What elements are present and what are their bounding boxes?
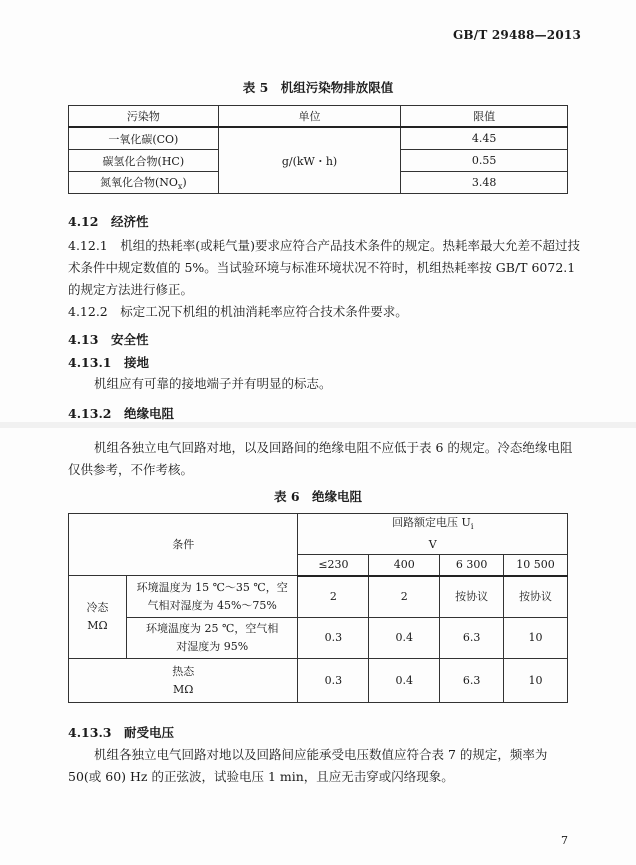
table6-insulation-resistance bbox=[68, 513, 568, 703]
table-row bbox=[69, 618, 568, 659]
section-4-12-1-text: 4.12.1 机组的热耗率(或耗气量)要求应符合产品技术条件的规定。热耗率最大允差不超过技术条件中规定数值的 5%。当试验环境与标准环境状况不符时，机组热耗率按 GB/T 6072.1 的规定方法进行修正。 bbox=[68, 238, 581, 297]
voltage-column: ≤230 bbox=[298, 555, 369, 576]
section-4-13-3-text: 机组各独立电气回路对地以及回路间应能承受电压数值应符合表 7 的规定，频率为 50(或 60) Hz 的正弦波，试验电压 1 min，且应无击穿或闪络现象。 bbox=[68, 747, 548, 784]
table-row bbox=[69, 127, 568, 150]
value-cell: 0.4 bbox=[369, 618, 440, 659]
value-cell: 2 bbox=[369, 576, 440, 618]
value-cell: 6.3 bbox=[440, 618, 504, 659]
table5-header-unit: 单位 bbox=[218, 106, 401, 128]
limit-cell: 3.48 bbox=[401, 172, 568, 194]
value-cell: 0.3 bbox=[298, 659, 369, 703]
value-cell: 0.3 bbox=[298, 618, 369, 659]
value-cell: 按协议 bbox=[440, 576, 504, 618]
value-cell: 6.3 bbox=[440, 659, 504, 703]
value-cell: 10 bbox=[504, 659, 568, 703]
voltage-column: 400 bbox=[369, 555, 440, 576]
voltage-header: 回路额定电压 $U_i$ V bbox=[298, 514, 568, 555]
limit-cell: 0.55 bbox=[401, 150, 568, 172]
section-4-13-title: 4.13 安全性 bbox=[68, 332, 149, 347]
section-4-13-2-text: 机组各独立电气回路对地，以及回路间的绝缘电阻不应低于表 6 的规定。冷态绝缘电阻仅供参考，不作考核。 bbox=[68, 440, 573, 477]
page-number: 7 bbox=[561, 834, 568, 847]
condition-header: 条件 bbox=[69, 514, 298, 576]
section-4-13-1-text: 机组应有可靠的接地端子并有明显的标志。 bbox=[94, 376, 332, 391]
condition-cell: 环境温度为 25 ℃，空气相对湿度为 95% bbox=[126, 618, 298, 659]
value-cell: 0.4 bbox=[369, 659, 440, 703]
table-row bbox=[69, 659, 568, 703]
cold-state-label: 冷态 MΩ bbox=[69, 576, 127, 659]
table5-emission-limits bbox=[68, 105, 568, 194]
voltage-column: 6 300 bbox=[440, 555, 504, 576]
condition-cell: 环境温度为 15 ℃～35 ℃，空气相对湿度为 45%～75% bbox=[126, 576, 298, 618]
limit-cell: 4.45 bbox=[401, 127, 568, 150]
value-cell: 10 bbox=[504, 618, 568, 659]
standard-number: GB/T 29488—2013 bbox=[452, 28, 581, 42]
table5-header-limit: 限值 bbox=[401, 106, 568, 128]
table5-header-row bbox=[69, 106, 568, 128]
section-4-12-title: 4.12 经济性 bbox=[68, 214, 149, 229]
value-cell: 2 bbox=[298, 576, 369, 618]
table5-caption: 表 5 机组污染物排放限值 bbox=[242, 80, 394, 95]
section-4-13-1-title: 4.13.1 接地 bbox=[68, 355, 149, 370]
pollutant-cell: 碳氢化合物(HC) bbox=[69, 150, 219, 172]
hot-state-label: 热态 MΩ bbox=[69, 659, 298, 703]
table-row bbox=[69, 576, 568, 618]
table5-header-pollutant: 污染物 bbox=[69, 106, 219, 128]
pollutant-cell: 一氧化碳(CO) bbox=[69, 127, 219, 150]
pollutant-cell: 氮氧化合物$(NO_x)$ bbox=[69, 172, 219, 194]
value-cell: 按协议 bbox=[504, 576, 568, 618]
table6-header-row bbox=[69, 514, 568, 555]
section-4-13-2-title: 4.13.2 绝缘电阻 bbox=[68, 406, 174, 421]
section-4-12-2-text: 4.12.2 标定工况下机组的机油消耗率应符合技术条件要求。 bbox=[68, 304, 408, 319]
voltage-column: 10 500 bbox=[504, 555, 568, 576]
unit-cell: g/(kW・h) bbox=[218, 127, 401, 194]
section-4-13-3-title: 4.13.3 耐受电压 bbox=[68, 725, 174, 740]
table6-caption: 表 6 绝缘电阻 bbox=[273, 489, 363, 504]
